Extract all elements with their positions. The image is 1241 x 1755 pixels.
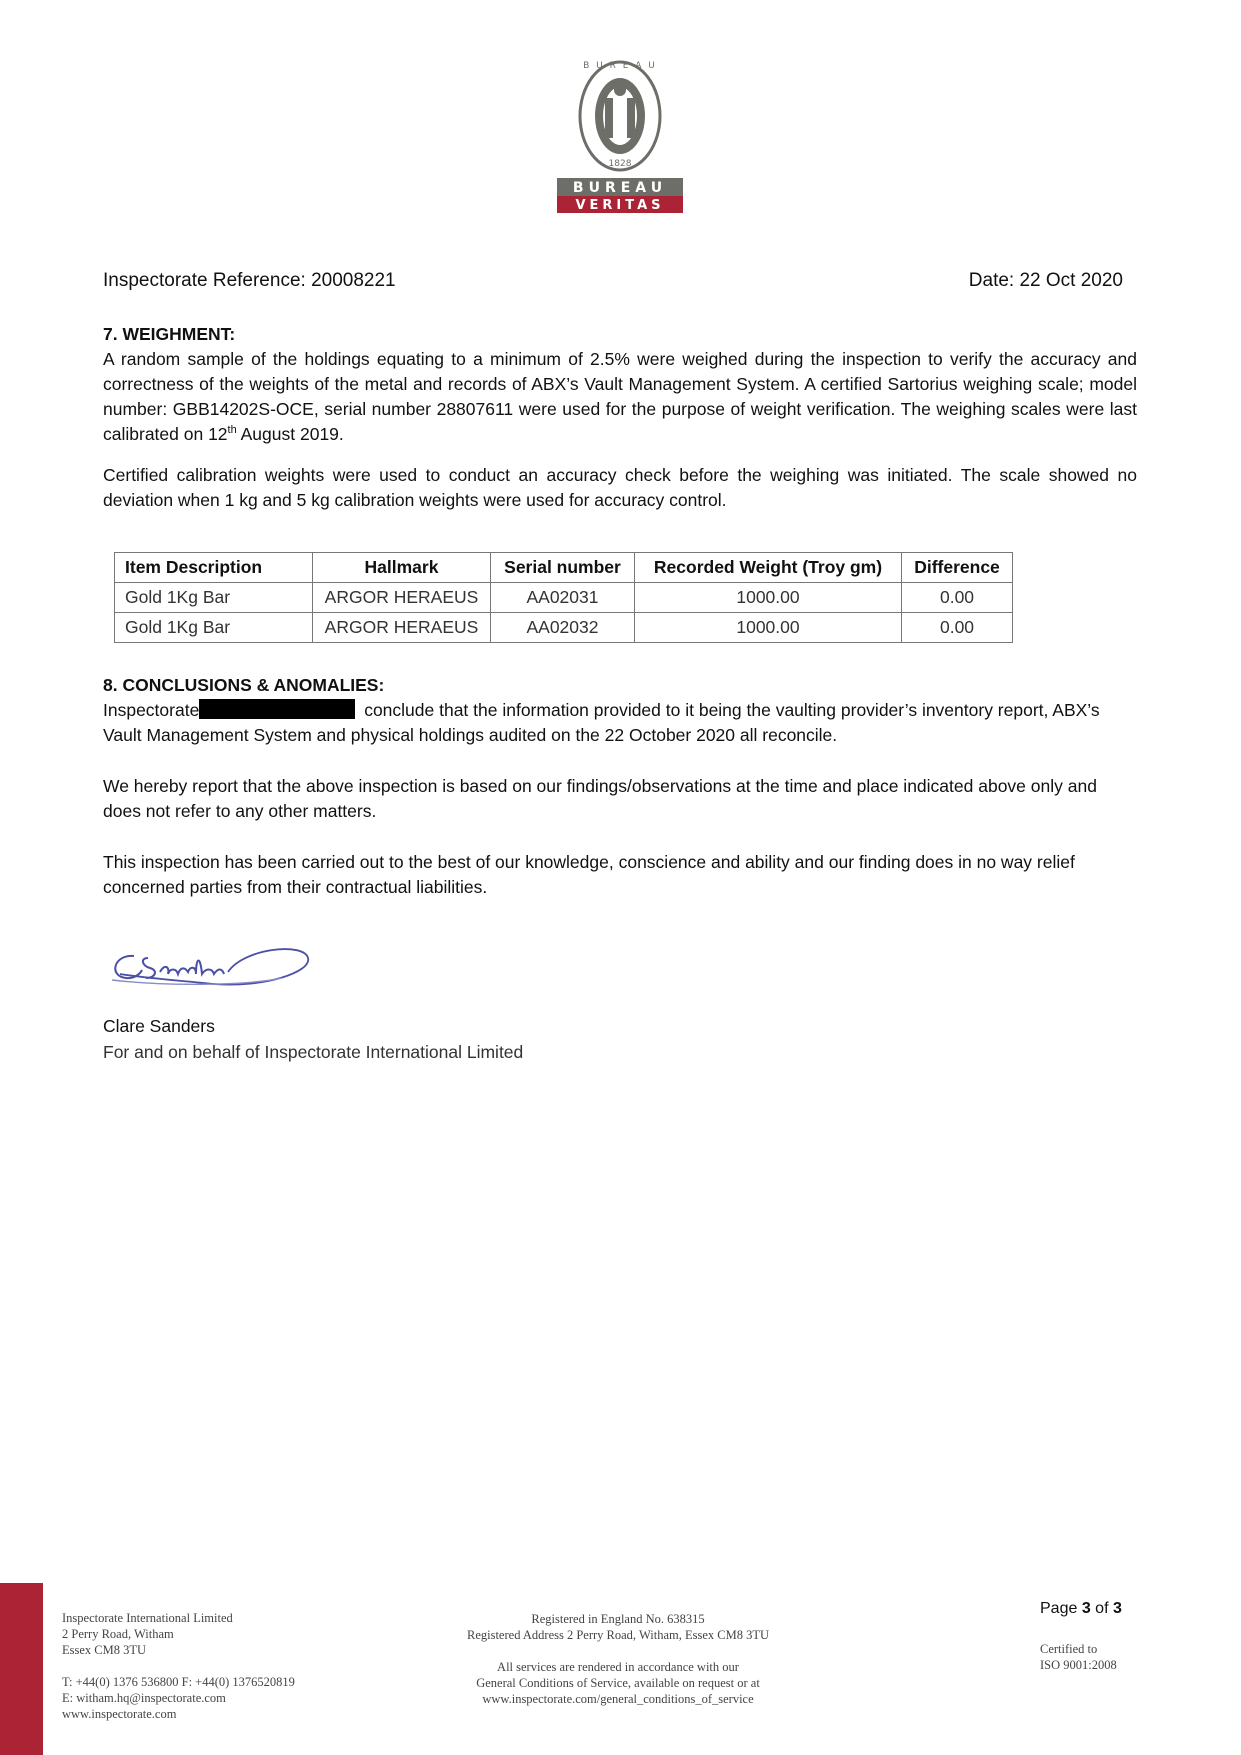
table-row [115,583,1013,613]
section-conclusions [103,673,1137,900]
footer-phone-fax: T: +44(0) 1376 536800 F: +44(0) 1376520819 [62,1675,295,1689]
footer-email: E: witham.hq@inspectorate.com [62,1691,226,1705]
conclusions-paragraph-3: This inspection has been carried out to the best of our knowledge, conscience and ability and our finding does in no way relief concerned parties from their contractual liabilities. [103,852,1075,897]
table-row [115,613,1013,643]
inspectorate-reference: Inspectorate Reference: 20008221 [103,270,396,291]
table-header-row [115,553,1013,583]
weighment-paragraph-1: A random sample of the holdings equating to a minimum of 2.5% were weighed during the inspection to verify the accuracy and correctness of the weights of the metal and records of ABX’s Vault Management System. A certified Sartorius weighing scale; model number: GBB14202S-OCE, serial number 28807611 were used for the purpose of weight verification. The weighing scales were last calibrated on 12th August 2019. [103,349,1137,444]
col-hallmark: Hallmark [313,553,491,583]
handwritten-signature [104,928,314,998]
col-serial-number: Serial number [491,553,635,583]
cell-weight: 1000.00 [635,613,902,643]
cell-weight: 1000.00 [635,583,902,613]
cell-item: Gold 1Kg Bar [115,613,313,643]
col-item-description: Item Description [115,553,313,583]
report-date: Date: 22 Oct 2020 [968,270,1123,291]
signer-block [103,1013,523,1065]
svg-text:1828: 1828 [608,159,632,169]
svg-text:VERITAS: VERITAS [575,198,665,213]
svg-text:BUREAU: BUREAU [572,180,668,196]
footer-website: www.inspectorate.com [62,1707,177,1721]
cell-hallmark: ARGOR HERAEUS [313,613,491,643]
col-difference: Difference [902,553,1013,583]
bureau-veritas-logo [555,58,685,218]
cell-item: Gold 1Kg Bar [115,583,313,613]
page-number: Page 3 of 3 [1040,1600,1122,1617]
weights-table [114,552,1013,643]
redaction-block [199,699,355,719]
cell-serial: AA02031 [491,583,635,613]
cell-serial: AA02032 [491,613,635,643]
footer-brand-bar [0,1583,43,1755]
footer-company-address: Inspectorate International Limited 2 Perry Road, Witham Essex CM8 3TU T: +44(0) 1376 536800 F: +44(0) 1376520819 E: witham.hq@inspectorate.com www.inspectorate.com [62,1611,295,1721]
signer-name: Clare Sanders [103,1016,215,1036]
signer-behalf: For and on behalf of Inspectorate International Limited [103,1042,524,1062]
weighment-paragraph-2: Certified calibration weights were used to conduct an accuracy check before the weighing was initiated. The scale showed no deviation when 1 kg and 5 kg calibration weights were used for accuracy control. [103,465,1137,510]
section-weighment [103,322,1137,513]
footer-registration: Registered in England No. 638315 Registered Address 2 Perry Road, Witham, Essex CM8 3TU All services are rendered in accordance with our General Conditions of Service, available on request or at www.inspectorate.com/general_conditions_of_service [466,1612,769,1706]
svg-text:B U R E A U: B U R E A U [583,61,657,71]
reference-row [103,270,1123,292]
col-recorded-weight: Recorded Weight (Troy gm) [635,553,902,583]
iso-certification: Certified to ISO 9001:2008 [1040,1642,1117,1672]
cell-difference: 0.00 [902,613,1013,643]
cell-hallmark: ARGOR HERAEUS [313,583,491,613]
section-7-heading: 7. WEIGHMENT: [103,324,236,344]
section-8-heading: 8. CONCLUSIONS & ANOMALIES: [103,675,385,695]
footer-page-info [1040,1601,1122,1673]
conclusions-paragraph-1: Inspectorate conclude that the information provided to it being the vaulting provider’s inventory report, ABX’s Vault Management System and physical holdings audited on the 22 October 2020 all reconcile. [103,700,1100,745]
cell-difference: 0.00 [902,583,1013,613]
conclusions-paragraph-2: We hereby report that the above inspection is based on our findings/observations at the time and place indicated above only and does not refer to any other matters. [103,776,1097,821]
